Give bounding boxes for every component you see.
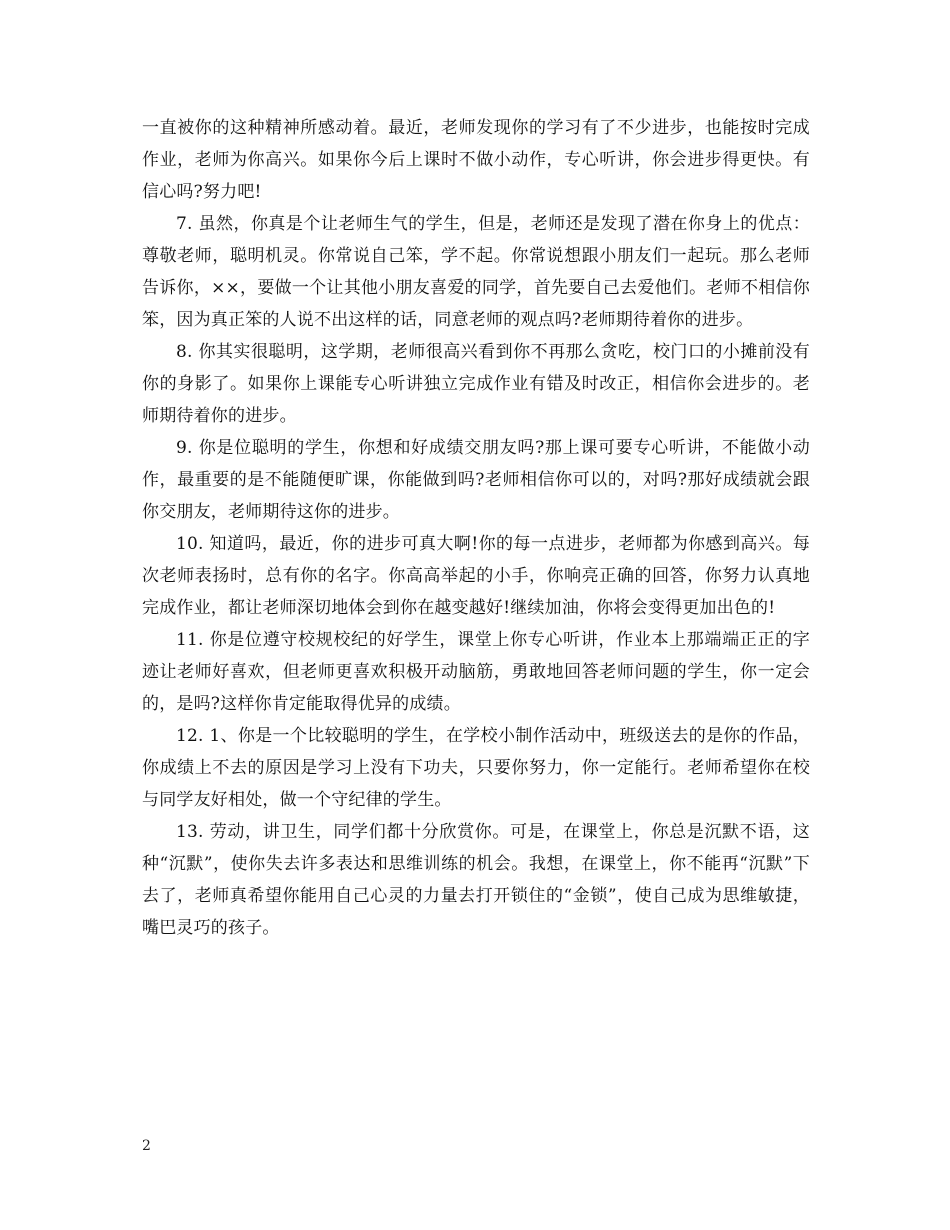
paragraph-3: 8. 你其实很聪明，这学期，老师很高兴看到你不再那么贪吃，校门口的小摊前没有你的身影了。如果你上课能专心听讲独立完成作业有错及时改正，相信你会进步的。老师期待着你的进步。: [142, 342, 810, 426]
paragraph-4: 9. 你是位聪明的学生，你想和好成绩交朋友吗?那上课可要专心听讲，不能做小动作，最重要的是不能随便旷课，你能做到吗?老师相信你可以的，对吗?那好成绩就会跟你交朋友，老师期待这你的进步。: [142, 438, 810, 522]
paragraph-2: 7. 虽然，你真是个让老师生气的学生，但是，老师还是发现了潜在你身上的优点：尊敬老师，聪明机灵。你常说自己笨，学不起。你常说想跟小朋友们一起玩。那么老师告诉你，××，要做一个让其他小朋友喜爱的同学，首先要自己去爱他们。老师不相信你笨，因为真正笨的人说不出这样的话，同意老师的观点吗?老师期待着你的进步。: [142, 214, 810, 330]
paragraph-7: 12. 1、你是一个比较聪明的学生，在学校小制作活动中，班级送去的是你的作品，你成绩上不去的原因是学习上没有下功夫，只要你努力，你一定能行。老师希望你在校与同学友好相处，做一个守纪律的学生。: [142, 726, 810, 810]
paragraph-1: 一直被你的这种精神所感动着。最近，老师发现你的学习有了不少进步，也能按时完成作业，老师为你高兴。如果你今后上课时不做小动作，专心听讲，你会进步得更快。有信心吗?努力吧!: [142, 118, 810, 202]
paragraph-5: 10. 知道吗，最近，你的进步可真大啊!你的每一点进步，老师都为你感到高兴。每次老师表扬时，总有你的名字。你高高举起的小手，你响亮正确的回答，你努力认真地完成作业，都让老师深切地体会到你在越变越好!继续加油，你将会变得更加出色的!: [142, 534, 810, 618]
paragraph-8: 13. 劳动，讲卫生，同学们都十分欣赏你。可是，在课堂上，你总是沉默不语，这种“沉默”，使你失去许多表达和思维训练的机会。我想，在课堂上，你不能再“沉默”下去了，老师真希望你能用自己心灵的力量去打开锁住的“金锁”，使自己成为思维敏捷，嘴巴灵巧的孩子。: [142, 822, 810, 938]
page-number: 2: [142, 1138, 151, 1154]
document-body: [142, 112, 810, 944]
paragraph-6: 11. 你是位遵守校规校纪的好学生，课堂上你专心听讲，作业本上那端端正正的字迹让老师好喜欢，但老师更喜欢积极开动脑筋，勇敢地回答老师问题的学生，你一定会的，是吗?这样你肯定能取得优异的成绩。: [142, 630, 810, 714]
